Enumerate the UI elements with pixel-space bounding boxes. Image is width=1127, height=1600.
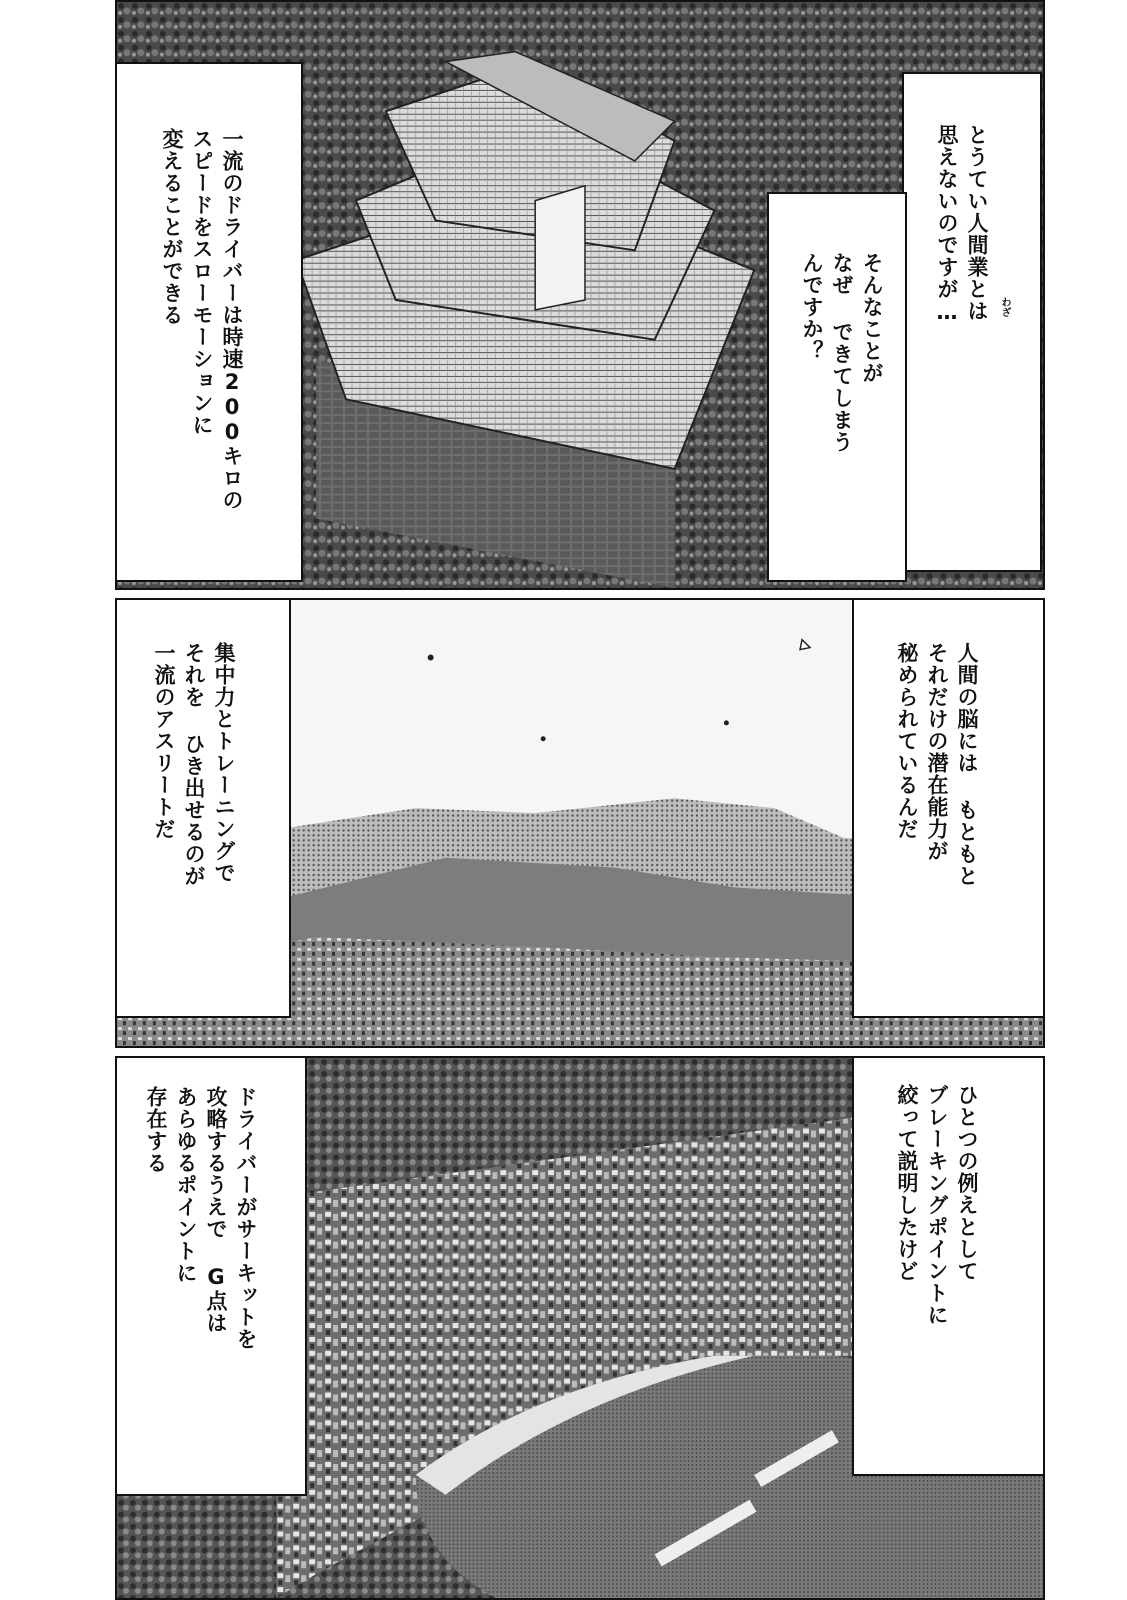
- balloon-line: 人間の脳には もともと: [955, 642, 979, 887]
- balloon-line: ドライバーがサーキットを: [234, 1086, 258, 1350]
- balloon-text-right: [892, 642, 982, 887]
- balloon-line: 一流のアスリートだ: [152, 642, 176, 840]
- balloon-text-left: [157, 128, 247, 511]
- balloon-line: とうてい人間業とは: [965, 124, 989, 322]
- balloon-line: 攻略するうえで G点は: [204, 1086, 228, 1334]
- panel-coast: [115, 1056, 1045, 1600]
- ruby-annotation: わざ: [999, 297, 1010, 317]
- balloon-line: 存在する: [144, 1086, 168, 1174]
- balloon-text-right: [892, 1084, 982, 1326]
- balloon-line: それだけの潜在能力が: [925, 642, 949, 862]
- balloon-line: なぜ できてしまう: [830, 252, 854, 453]
- balloon-line: 変えることができる: [160, 128, 184, 326]
- balloon-line: ブレーキングポイントに: [925, 1084, 949, 1326]
- balloon-text-right: [932, 124, 992, 325]
- balloon-line: 絞って説明したけど: [895, 1084, 919, 1282]
- balloon-line: 一流のドライバーは時速200キロの: [220, 128, 244, 511]
- balloon-line: それを ひき出せるのが: [182, 642, 206, 887]
- balloon-line: そんなことが: [860, 252, 884, 384]
- panel-castle: [115, 0, 1045, 590]
- balloon-line: あらゆるポイントに: [174, 1086, 198, 1284]
- balloon-text-left: [141, 1086, 261, 1350]
- balloon-line: 秘められているんだ: [895, 642, 919, 840]
- balloon-text-left: [149, 642, 239, 887]
- balloon-line: スピードをスローモーションに: [190, 128, 214, 436]
- panel-mountains: [115, 598, 1045, 1048]
- balloon-line: ひとつの例えとして: [955, 1084, 979, 1282]
- balloon-line: んですか？: [800, 252, 824, 362]
- balloon-text-right-inner: [797, 252, 887, 453]
- balloon-line: 集中力とトレーニングで: [212, 642, 236, 884]
- balloon-line: 思えないのですが…: [935, 124, 959, 325]
